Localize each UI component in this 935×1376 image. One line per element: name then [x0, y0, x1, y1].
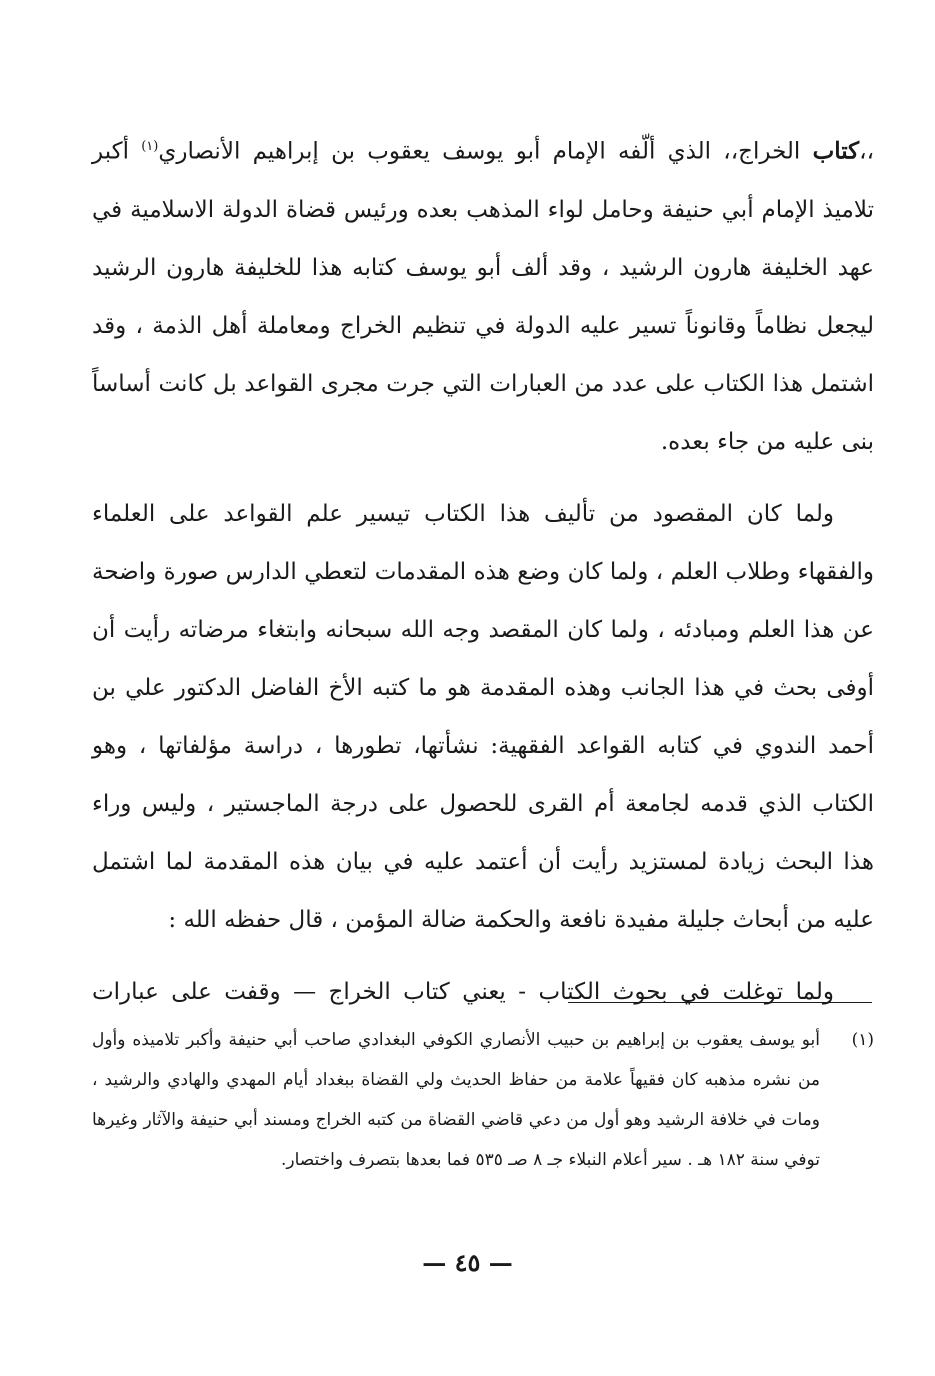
paragraph-3: ولما توغلت في بحوث الكتاب - يعني كتاب الخراج — وقفت على عبارات	[92, 978, 834, 1005]
footnote-marker: (١)	[851, 1030, 874, 1050]
footnote-text: أبو يوسف يعقوب بن إبراهيم بن حبيب الأنصاري الكوفي البغدادي صاحب أبي حنيفة وأكبر تلاميذه وأول من نشره مذهبه كان فقيهاً علامة من حفاظ الحديث ولي القضاة ببغداد أيام المهدي والهادي والرشيد ، ومات في خلافة الرشيد وهو أول من دعي قاضي القضاة من كتبه الخراج ومسند أبي حنيفة والآثار وغيرها توفي سنة ١٨٢ هـ . سير أعلام النبلاء جـ ٨ صـ ٥٣٥ فما بعدها بتصرف واختصار.	[92, 1030, 820, 1170]
page-number: — ٤٥ —	[422, 1248, 513, 1277]
paragraph-1-text: الخراج،، الذي ألّفه الإمام أبو يوسف يعقوب بن إبراهيم الأنصاري	[158, 138, 813, 165]
paragraph-1	[92, 118, 874, 471]
open-quote: ،،	[859, 138, 874, 165]
main-text	[92, 118, 874, 1021]
bold-term-kitab: كتاب	[812, 137, 860, 165]
footnote	[92, 1020, 874, 1180]
footnote-reference: (١)	[141, 139, 159, 154]
paragraph-1-rest: أكبر تلاميذ الإمام أبي حنيفة وحامل لواء المذهب بعده ورئيس قضاة الدولة الاسلامية في عهد الخليفة هارون الرشيد ، وقد ألف أبو يوسف كتابه هذا للخليفة هارون الرشيد ليجعل نظاماً وقانوناً تسير عليه الدولة في تنظيم الخراج ومعاملة أهل الذمة ، وقد اشتمل هذا الكتاب على عدد من العبارات التي جرت مجرى القواعد بل كانت أساساً بنى عليه من جاء بعده.	[92, 138, 874, 455]
paragraph-2: ولما كان المقصود من تأليف هذا الكتاب تيسير علم القواعد على العلماء والفقهاء وطلاب العلم ، ولما كان وضع هذه المقدمات لتعطي الدارس صورة واضحة عن هذا العلم ومبادئه ، ولما كان المقصد وجه الله سبحانه وابتغاء مرضاته رأيت أن أوفى بحث في هذا الجانب وهذه المقدمة هو ما كتبه الأخ الفاضل الدكتور علي بن أحمد الندوي في كتابه القواعد الفقهية: نشأتها، تطورها ، دراسة مؤلفاتها ، وهو الكتاب الذي قدمه لجامعة أم القرى للحصول على درجة الماجستير ، وليس وراء هذا البحث زيادة لمستزيد رأيت أن أعتمد عليه في بيان هذه المقدمة لما اشتمل عليه من أبحاث جليلة مفيدة نافعة والحكمة ضالة المؤمن ، قال حفظه الله :	[92, 500, 874, 933]
footnote-separator	[568, 1002, 872, 1003]
